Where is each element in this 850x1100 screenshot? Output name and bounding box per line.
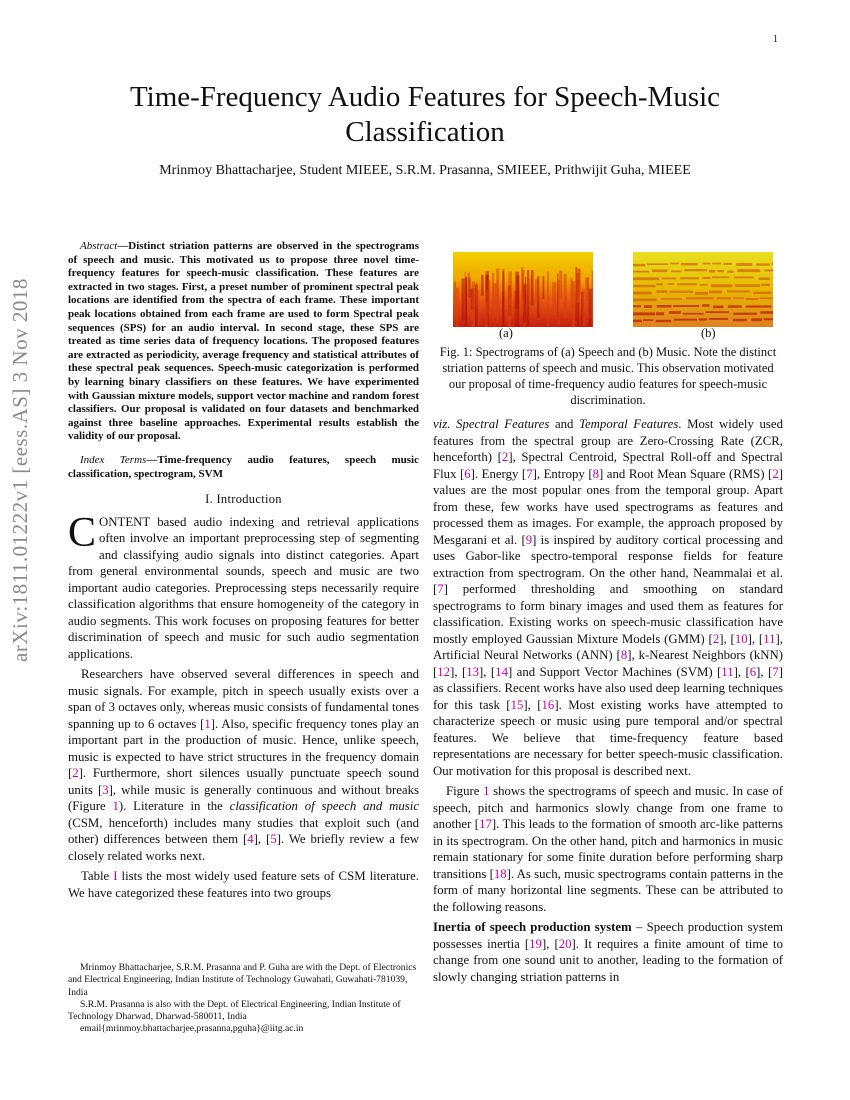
citation-link[interactable]: 3 [102, 782, 109, 797]
spectrogram-striation [508, 271, 511, 305]
spectrogram-harmonic-line [674, 319, 697, 321]
spectrogram-harmonic-line [656, 320, 671, 322]
spectrogram-harmonic-line [656, 290, 667, 293]
spectrogram-harmonic-line [673, 305, 699, 307]
spectrogram-striation [577, 273, 579, 303]
text-span: ], [ [450, 664, 467, 679]
abstract-text: —Distinct striation patterns are observed in the spectrograms of speech and music. This motivated us to propose three novel time-frequency features for speech-music classification. These features are extracted in two stages. First, a preset number of prominent spectral peak locations are identified from the spectra of each frame. These important peak locations obtained from each frame are used to form Spectral peak sequences (SPS) for an audio interval. In second stage, these SPS are treated as time series data of frequency locations. The proposed features are extracted as periodicity, average frequency and statistical attributes of these spectral peak sequences. Speech-music categorization is performed by learning binary classifiers on these features. We have experimented with Gaussian mixture models, support vector machine and random forest classifiers. Our proposal is validated on four datasets and benchmarked against three baseline approaches. Experimental results establish the validity of our proposal. [68, 240, 419, 443]
text-span: ], [ [719, 631, 735, 646]
speech-spectrogram-image [453, 252, 593, 327]
spectrogram-striation [575, 267, 577, 321]
spectrogram-harmonic-line [670, 291, 694, 293]
footnotes [68, 962, 419, 1036]
spectrogram-striation [572, 281, 575, 327]
figure-link[interactable]: 1 [483, 784, 490, 798]
spectrogram-harmonic-line [717, 270, 724, 272]
citation-link[interactable]: 4 [247, 832, 254, 847]
text-span: ]. Energy [ [470, 466, 527, 481]
spectrogram-harmonic-line [668, 283, 674, 285]
spectrogram-striation [547, 271, 549, 327]
intro-paragraph-3 [68, 868, 419, 901]
spectrogram-striation [502, 291, 504, 327]
text-span: lists the most widely used feature sets of CSM literature. We have categorized these features into two groups [68, 869, 419, 900]
spectrogram-striation [461, 278, 464, 320]
text-span: ], [ [523, 697, 542, 712]
citation-link[interactable]: 20 [558, 936, 572, 951]
spectrogram-striation [465, 278, 467, 325]
spectrogram-harmonic-line [656, 312, 664, 315]
citation-link[interactable]: 1 [204, 716, 211, 731]
spectrogram-striation [582, 289, 584, 327]
left-column [68, 240, 419, 905]
spectrogram-harmonic-line [633, 299, 657, 302]
text-span: ], [ [541, 936, 559, 951]
spectrogram-harmonic-line [727, 290, 750, 292]
text-span: ]. Furthermore, short silences usually punctuate speech sound units [ [68, 766, 419, 797]
spectrogram-striation [531, 270, 534, 306]
spectrogram-striation [525, 277, 526, 304]
spectrogram-harmonic-line [681, 263, 698, 265]
index-terms-text: —Time-frequency audio features, speech music classification, spectrogram, SVM [68, 453, 419, 480]
spectrogram-harmonic-line [677, 283, 696, 285]
spectrogram-harmonic-line [633, 271, 649, 273]
spectrogram-striation [454, 282, 456, 320]
spectrogram-striation [472, 282, 475, 327]
spectrogram-harmonic-line [656, 283, 662, 285]
text-span: ], Entropy [ [532, 466, 593, 481]
author-line: Mrinmoy Bhattacharjee, Student MIEEE, S.R.M. Prasanna, SMIEEE, Prithwijit Guha, MIEEE [159, 163, 691, 178]
spectrogram-harmonic-line [662, 278, 676, 280]
spectrogram-harmonic-line [711, 284, 733, 287]
spectrogram-harmonic-line [633, 285, 655, 288]
spectrogram-harmonic-line [751, 318, 762, 321]
text-span: Table [81, 869, 114, 884]
spectrogram-harmonic-line [759, 277, 770, 279]
spectrogram-striation [585, 277, 588, 300]
spectrogram-striation [485, 289, 488, 327]
citation-link[interactable]: 8 [620, 648, 628, 662]
spectrogram-striation [521, 267, 523, 312]
arxiv-identifier: arXiv:1811.01222v1 [eess.AS] 3 Nov 2018 [8, 278, 32, 662]
spectrogram-striation [488, 280, 490, 313]
text-span: ]. Also, specific frequency tones play an important part in the production of music. Hence, unlike speech, music is expected to have strict structures in the frequency domain [ [68, 716, 419, 781]
citation-link[interactable]: 18 [493, 866, 507, 881]
text-span: ]. As such, music spectrograms contain patterns in the form of many horizontal line segments. These can be attributed to the following reasons. [433, 866, 783, 914]
text-span: ], [ [756, 664, 773, 679]
spectrogram-harmonic-line [733, 313, 757, 315]
citation-link[interactable]: 16 [541, 697, 555, 712]
text-span: ]. We briefly review a few closely related works next. [68, 832, 419, 863]
spectrogram-harmonic-line [736, 263, 752, 266]
spectrogram-harmonic-line [717, 297, 731, 299]
spectrogram-harmonic-line [633, 264, 646, 266]
citation-link[interactable]: 2 [772, 466, 779, 481]
footnote-email: email{mrinmoy.bhattacharjee,prasanna,pguha}@iitg.ac.in [80, 1023, 304, 1035]
text-span: ], [ [479, 664, 496, 679]
spectrogram-harmonic-line [702, 277, 710, 279]
citation-link[interactable]: 15 [510, 697, 524, 712]
spectrogram-harmonic-line [671, 270, 681, 272]
figure-label-a: (a) [499, 326, 513, 340]
spectrogram-harmonic-line [728, 305, 742, 307]
text-span: ). Literature in the [118, 799, 230, 814]
spectrogram-harmonic-line [760, 311, 773, 314]
spectrogram-striation [559, 270, 562, 299]
spectrogram-harmonic-line [733, 319, 747, 322]
emphasis-text: Temporal Features [579, 417, 679, 431]
spectrogram-striation [542, 276, 544, 299]
section-heading-introduction: I. Introduction [205, 492, 282, 507]
text-span: ] is inspired by auditory cortical processing and uses Gabor-like spectro-temporal response fields for feature extraction from spectrogram. On the other hand, Neammalai et al. [ [433, 532, 784, 596]
spectrogram-harmonic-line [661, 298, 682, 300]
spectrogram-harmonic-line [686, 297, 714, 299]
citation-link[interactable]: 11 [721, 664, 734, 679]
citation-link[interactable]: 2 [501, 450, 509, 464]
spectrogram-striation [515, 291, 516, 327]
citation-link[interactable]: 9 [525, 532, 533, 547]
spectrogram-harmonic-line [712, 263, 721, 265]
text-span: ], [ [253, 832, 271, 847]
citation-link[interactable]: 19 [529, 936, 542, 951]
emphasis-text: classification of speech and music [229, 799, 420, 814]
spectrogram-harmonic-line [746, 298, 758, 300]
text-span: Figure [446, 784, 484, 798]
spectrogram-striation [535, 279, 538, 303]
abstract [68, 240, 419, 444]
text-span: and [549, 417, 580, 431]
citation-link[interactable]: 7 [437, 582, 444, 596]
spectrogram-harmonic-line [633, 305, 641, 307]
spectrogram-harmonic-line [709, 270, 715, 273]
right-column [433, 416, 783, 989]
spectrogram-harmonic-line [733, 297, 744, 299]
spectrogram-striation [478, 290, 479, 327]
spectrogram-harmonic-line [737, 269, 760, 272]
text-span: ], while music is generally continuous and without breaks (Figure [68, 782, 419, 814]
spectrogram-harmonic-line [734, 276, 754, 278]
music-spectrogram-image [633, 252, 773, 327]
spectrogram-harmonic-line [700, 284, 708, 286]
text-span: ], k-Nearest Neighbors (kNN) [ [433, 648, 784, 679]
spectrogram-harmonic-line [657, 305, 672, 307]
abstract-label: Abstract [80, 240, 118, 252]
spectrogram-harmonic-line [772, 263, 773, 265]
text-span: ] and Support Vector Machines (SVM) [ [507, 664, 722, 679]
citation-link[interactable]: 12 [437, 664, 451, 679]
spectrogram-harmonic-line [763, 318, 773, 320]
citation-link[interactable]: 14 [495, 664, 508, 679]
citation-link[interactable]: 7 [526, 466, 533, 481]
spectrogram-harmonic-line [713, 306, 723, 309]
text-span: ] as classifiers. Recent works have also used deep learning techniques for this task [ [433, 664, 783, 712]
spectrogram-striation [552, 282, 556, 315]
spectrogram-striation [557, 280, 560, 324]
spectrogram-harmonic-line [746, 305, 772, 307]
text-span: . Most widely used features from the spectral group are Zero-Crossing Rate (ZCR, henceforth) [ [433, 417, 783, 464]
spectrogram-harmonic-line [684, 269, 707, 271]
figure-link[interactable]: 1 [112, 799, 119, 814]
text-span: ], [ [747, 631, 764, 646]
spectrogram-harmonic-line [644, 305, 652, 308]
drop-cap: C [68, 509, 97, 556]
spectrogram-striation [481, 275, 484, 296]
spectrogram-harmonic-line [647, 263, 668, 265]
text-span: ]. This leads to the formation of smooth arc-like patterns in its spectrogram. On the other hand, pitch and harmonics in music remain stationary for some finite duration before performing sharp transitions [ [433, 817, 783, 881]
spectrogram-harmonic-line [633, 292, 652, 295]
spectrogram-harmonic-line [724, 263, 732, 265]
spectrogram-striation [529, 279, 530, 305]
spectrogram-harmonic-line [712, 276, 729, 278]
text-span: (CSM, henceforth) includes many studies that exploit such (and other) differences between them [ [68, 815, 419, 847]
spectrogram-striation [468, 273, 470, 309]
spectrogram-harmonic-line [772, 276, 773, 278]
text-span: ] performed thresholding and smoothing on standard spectrograms to form binary images and used them as features for classification. Existing works on speech-music classification have mostly employed Gaussian Mixture Models (GMM) [ [433, 582, 783, 646]
right-paragraph-1 [433, 416, 783, 779]
spectrogram-harmonic-line [695, 292, 708, 295]
page-number: 1 [773, 34, 778, 45]
spectrogram-striation [456, 288, 459, 327]
spectrogram-striation [516, 275, 519, 327]
right-paragraph-2 [433, 783, 783, 915]
emphasis-text: viz. Spectral Features [433, 417, 550, 431]
index-terms [68, 454, 419, 481]
citation-link[interactable]: 6 [749, 664, 757, 679]
spectrogram-harmonic-line [643, 319, 653, 321]
citation-link[interactable]: 6 [464, 466, 471, 481]
footnote-affiliation-2: S.R.M. Prasanna is also with the Dept. of Electrical Engineering, Indian Institute of Technology Dharwad, Dharwad-580011, India [68, 998, 401, 1023]
figure-caption: Fig. 1: Spectrograms of (a) Speech and (b) Music. Note the distinct striation patterns of speech and music. This observation motivated our proposal of time-frequency audio features for speech-music discrimination. [439, 345, 777, 407]
spectrogram-striation [492, 273, 494, 322]
index-terms-label: Index Terms [80, 453, 147, 466]
text-span: – Speech production system possesses inertia [ [433, 920, 783, 951]
spectrogram-harmonic-line [683, 313, 704, 315]
spectrogram-harmonic-line [680, 277, 699, 279]
text-span: ] values are the most popular ones from the temporal group. Apart from these, few works have used spectrograms as features and processed them as images. For example, the approach proposed by Mesgarani et al. [ [433, 466, 783, 547]
spectrogram-striation [592, 271, 593, 318]
spectrogram-harmonic-line [633, 277, 659, 280]
spectrogram-harmonic-line [652, 269, 667, 272]
citation-link[interactable]: 8 [592, 466, 600, 481]
spectrogram-harmonic-line [705, 311, 729, 313]
citation-link[interactable]: 11 [763, 631, 776, 646]
spectrogram-striation [496, 269, 499, 314]
text-span: ]. Most existing works have attempted to characterize speech or music using pure temporal and/or spectral features. We believe that time-frequency feature based representations are necessary for better speech-music classification. Our motivation for this proposal is described next. [433, 697, 783, 778]
intro-p1-text: ONTENT based audio indexing and retrieval applications often involve an important preprocessing step of segmenting and classifying audio signals into distinct categories. Apart from general environmental sounds, speech and music are two important audio categories. Preprocessing steps necessarily require classification algorithms that ensure homogeneity of the category in audio segments. This work focuses on proposing features for better discrimination of speech and music for such audio segmentation applications. [68, 514, 419, 661]
spectrogram-harmonic-line [633, 320, 642, 323]
spectrogram-harmonic-line [753, 292, 771, 294]
spectrogram-harmonic-line [698, 318, 707, 320]
citation-link[interactable]: 2 [712, 631, 720, 646]
spectrogram-harmonic-line [709, 318, 728, 320]
text-span: ], Spectral Centroid, Spectral Roll-off and Spectral Flux [ [433, 450, 783, 481]
table-link[interactable]: I [113, 869, 118, 884]
citation-link[interactable]: 2 [72, 766, 79, 781]
figure-label-b: (b) [701, 326, 716, 340]
paper-title: Time-Frequency Audio Features for Speech-Music Classification [129, 81, 721, 148]
citation-link[interactable]: 7 [772, 664, 779, 679]
spectrogram-harmonic-line [709, 291, 722, 294]
spectrogram-harmonic-line [761, 284, 770, 286]
spectrogram-harmonic-line [764, 269, 773, 271]
text-span: ] and Root Mean Square (RMS) [ [599, 466, 773, 481]
bold-term: Inertia of speech production system [433, 920, 632, 934]
text-span: Researchers have observed several differences in speech and music signals. For example, pitch in speech usually exists over a span of 3 octaves only, whereas music consists of fundamental tones spanning up to 6 octaves [ [68, 667, 419, 731]
intro-paragraph-2 [68, 666, 419, 864]
spectrogram-harmonic-line [759, 297, 773, 299]
spectrogram-harmonic-line [735, 284, 760, 287]
spectrogram-harmonic-line [633, 312, 655, 315]
text-span: ], [ [733, 664, 750, 679]
text-span: ]. It requires a finite amount of time to change from one sound unit to another, leading to the formation of slowly changing striation patterns in [433, 936, 784, 984]
text-span: ], Artificial Neural Networks (ANN) [ [433, 631, 783, 662]
citation-link[interactable]: 13 [466, 664, 480, 679]
footnote-affiliation-1: Mrinmoy Bhattacharjee, S.R.M. Prasanna and P. Guha are with the Dept. of Electronics and Electrical Engineering, Indian Institute of Technology Guwahati, Guwahati-781039, India [68, 962, 417, 998]
spectrogram-striation [476, 283, 477, 306]
spectrogram-harmonic-line [756, 263, 770, 265]
text-span: shows the spectrograms of speech and music. In case of speech, pitch and harmonics slowly change from one frame to another [ [433, 784, 783, 831]
spectrogram-harmonic-line [703, 263, 711, 265]
spectrogram-harmonic-line [727, 271, 733, 273]
intro-paragraph-1 [68, 509, 419, 663]
citation-link[interactable]: 17 [479, 817, 492, 831]
spectrogram-harmonic-line [669, 311, 681, 314]
citation-link[interactable]: 10 [734, 631, 748, 646]
spectrogram-striation [564, 274, 567, 317]
citation-link[interactable]: 5 [270, 832, 277, 847]
spectrogram-harmonic-line [702, 304, 709, 306]
spectrogram-harmonic-line [670, 263, 679, 265]
right-paragraph-3 [433, 919, 783, 985]
